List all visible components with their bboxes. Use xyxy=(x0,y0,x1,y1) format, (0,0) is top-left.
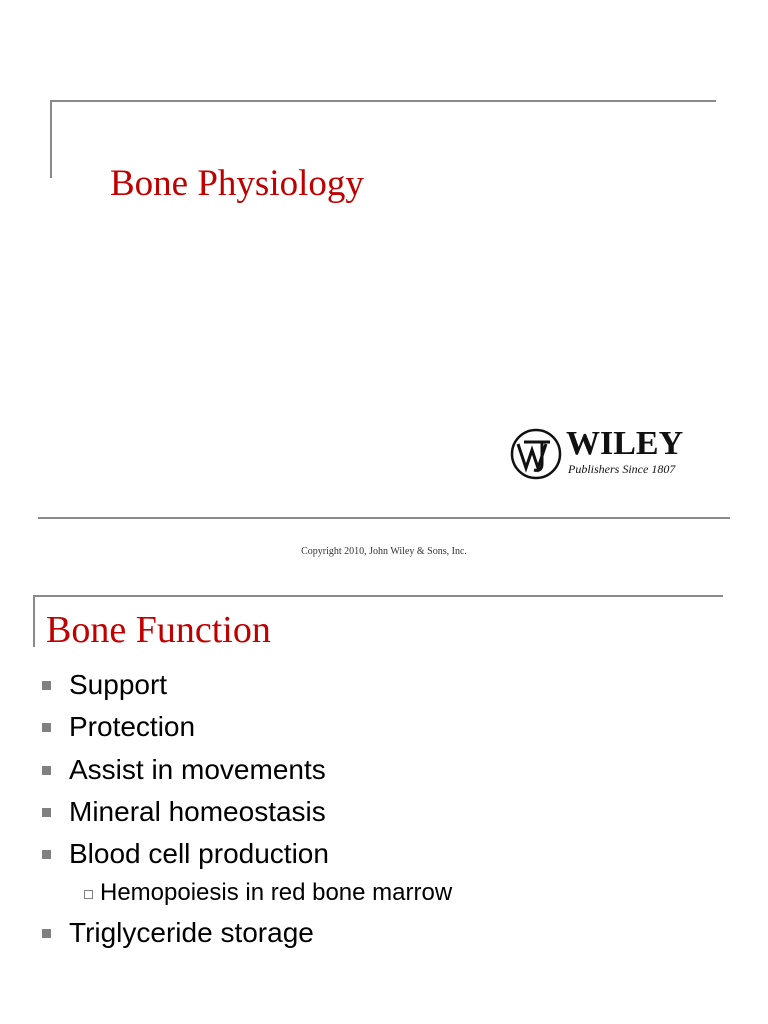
slide-frame-top-line xyxy=(50,100,716,102)
wiley-logo-tagline: Publishers Since 1807 xyxy=(568,462,676,476)
square-bullet-icon xyxy=(42,723,51,732)
wiley-logo xyxy=(510,425,684,486)
copyright-notice: Copyright 2010, John Wiley & Sons, Inc. xyxy=(301,546,467,557)
list-item-text: Support xyxy=(69,669,168,700)
slide-frame-left-line xyxy=(33,595,35,647)
content-slide xyxy=(0,580,768,1024)
square-bullet-icon xyxy=(42,681,51,690)
list-item-text: Blood cell production xyxy=(69,838,329,869)
slide-frame-top-line xyxy=(33,595,723,597)
sub-list-item-text: Hemopoiesis in red bone marrow xyxy=(100,879,453,906)
list-item-text: Assist in movements xyxy=(69,754,326,785)
square-bullet-icon xyxy=(42,929,51,938)
square-bullet-icon xyxy=(42,850,51,859)
list-item-text: Triglyceride storage xyxy=(69,917,314,948)
hollow-square-bullet-icon xyxy=(84,890,93,899)
slide-frame-left-line xyxy=(50,100,52,178)
list-item-text: Mineral homeostasis xyxy=(69,796,326,827)
wiley-logo-name: WILEY xyxy=(566,425,684,462)
slide-title: Bone Physiology xyxy=(110,163,364,204)
wiley-emblem-icon xyxy=(510,426,566,482)
slide-title: Bone Function xyxy=(46,609,271,651)
square-bullet-icon xyxy=(42,766,51,775)
list-item-text: Protection xyxy=(69,711,196,742)
square-bullet-icon xyxy=(42,808,51,817)
footer-divider xyxy=(38,517,730,519)
